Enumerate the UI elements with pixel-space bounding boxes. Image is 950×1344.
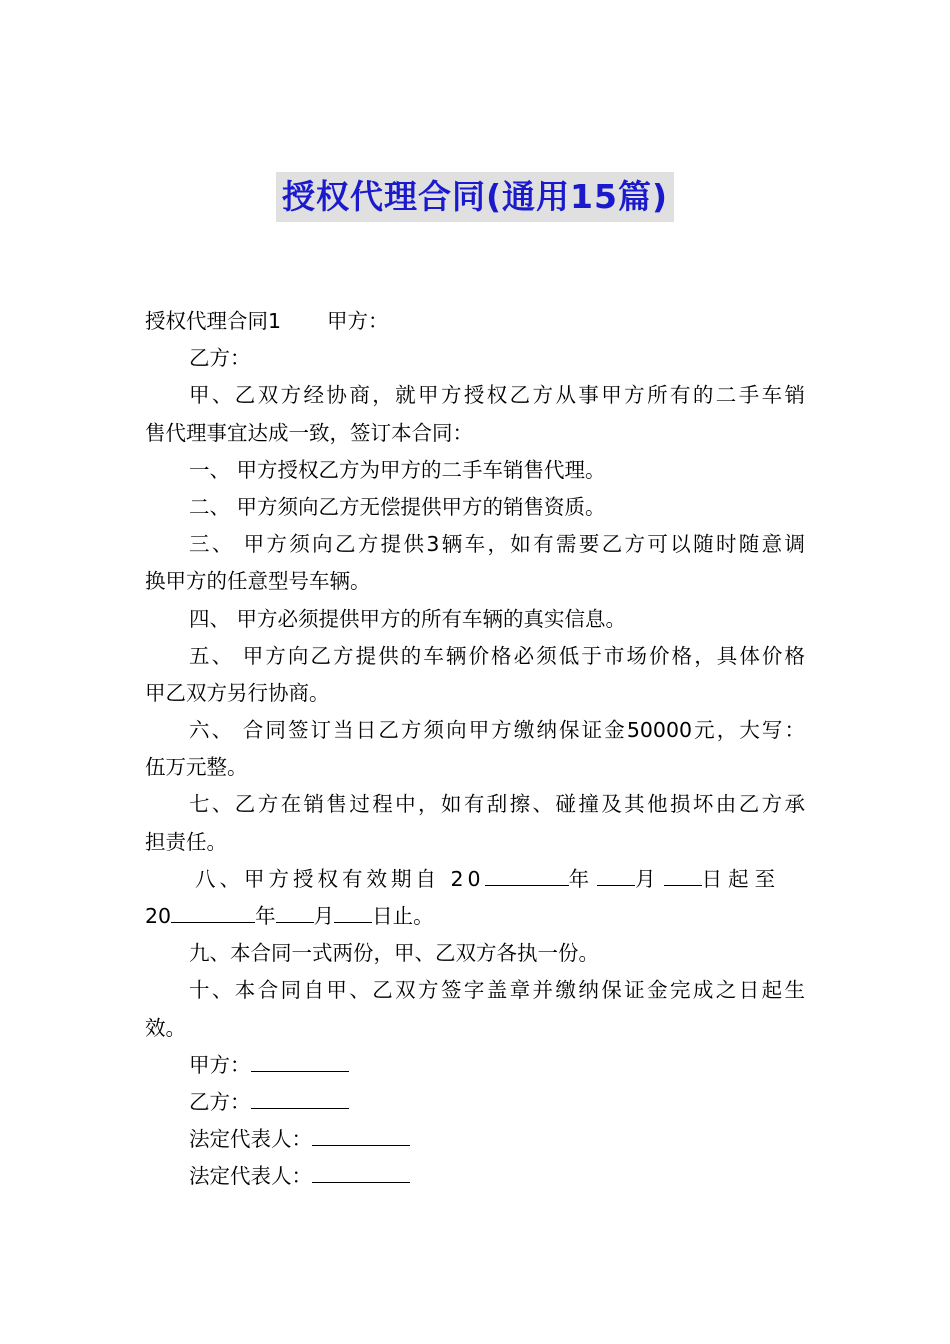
clause-8-text-e: 20 — [145, 904, 172, 928]
clause-8-text-h: 日止。 — [372, 904, 434, 928]
clause-6-line-2: 伍万元整。 — [145, 755, 248, 780]
contract-body — [145, 303, 805, 1196]
signature-party-b-blank — [251, 1088, 349, 1109]
title-block — [0, 172, 950, 222]
clause-2: 二、 甲方须向乙方无偿提供甲方的销售资质。 — [189, 494, 606, 519]
clause-1: 一、 甲方授权乙方为甲方的二手车销售代理。 — [189, 457, 606, 482]
signature-rep-b-label: 法定代表人： — [189, 1164, 312, 1189]
blank-day-end — [334, 902, 372, 923]
clause-8-text-c: 月 — [635, 866, 656, 891]
clause-3-line-2: 换甲方的任意型号车辆。 — [145, 569, 371, 594]
signature-party-a-blank — [251, 1051, 349, 1072]
blank-year — [485, 865, 569, 886]
signature-rep-a-label: 法定代表人： — [189, 1127, 312, 1152]
clause-8-line-2 — [145, 898, 805, 935]
party-b-label: 乙方： — [189, 346, 251, 371]
clause-7-line-1: 七、乙方在销售过程中，如有刮擦、碰撞及其他损坏由乙方承 — [189, 792, 805, 817]
paragraph-intro-2: 售代理事宜达成一致，签订本合同： — [145, 420, 473, 445]
clause-10-line-2: 效。 — [145, 1015, 186, 1040]
clause-8-text-f: 年 — [255, 904, 276, 928]
blank-year-end — [171, 902, 255, 923]
clause-5-line-1: 五、 甲方向乙方提供的车辆价格必须低于市场价格，具体价格 — [189, 643, 805, 668]
signature-party-b-label: 乙方： — [189, 1089, 251, 1114]
line-heading — [145, 303, 805, 340]
signature-party-a-label: 甲方： — [189, 1052, 251, 1077]
blank-day — [664, 865, 702, 886]
clause-8-line-1 — [145, 861, 805, 898]
signature-rep-b — [145, 1158, 805, 1195]
clause-6-line-1: 六、 合同签订当日乙方须向甲方缴纳保证金50000元，大写： — [189, 718, 805, 743]
clause-7-line-2: 担责任。 — [145, 829, 227, 854]
party-a-label: 甲方： — [327, 309, 389, 333]
clause-5-line-2: 甲乙双方另行协商。 — [145, 680, 330, 705]
blank-month — [597, 865, 635, 886]
contract-number: 授权代理合同1 — [145, 309, 282, 333]
signature-rep-a-blank — [312, 1125, 410, 1146]
clause-8-text-g: 月 — [313, 904, 335, 928]
clause-9: 九、本合同一式两份，甲、乙双方各执一份。 — [189, 941, 599, 966]
paragraph-intro-1: 甲、乙双方经协商，就甲方授权乙方从事甲方所有的二手车销 — [189, 383, 805, 408]
clause-4: 四、 甲方必须提供甲方的所有车辆的真实信息。 — [189, 606, 627, 631]
clause-10-line-1: 十、本合同自甲、乙双方签字盖章并缴纳保证金完成之日起生 — [189, 978, 805, 1003]
signature-party-b — [145, 1084, 805, 1121]
signature-rep-b-blank — [312, 1162, 410, 1183]
clause-3-line-1: 三、 甲方须向乙方提供3辆车，如有需要乙方可以随时随意调 — [189, 532, 805, 557]
signature-rep-a — [145, 1121, 805, 1158]
blank-month-end — [276, 902, 314, 923]
document-title: 授权代理合同(通用15篇) — [276, 172, 674, 222]
clause-8-text-a: 八、甲方授权有效期自 20 — [195, 866, 485, 891]
signature-party-a — [145, 1047, 805, 1084]
clause-8-text-d: 日起至 — [701, 866, 782, 891]
clause-8-text-b: 年 — [568, 866, 590, 891]
